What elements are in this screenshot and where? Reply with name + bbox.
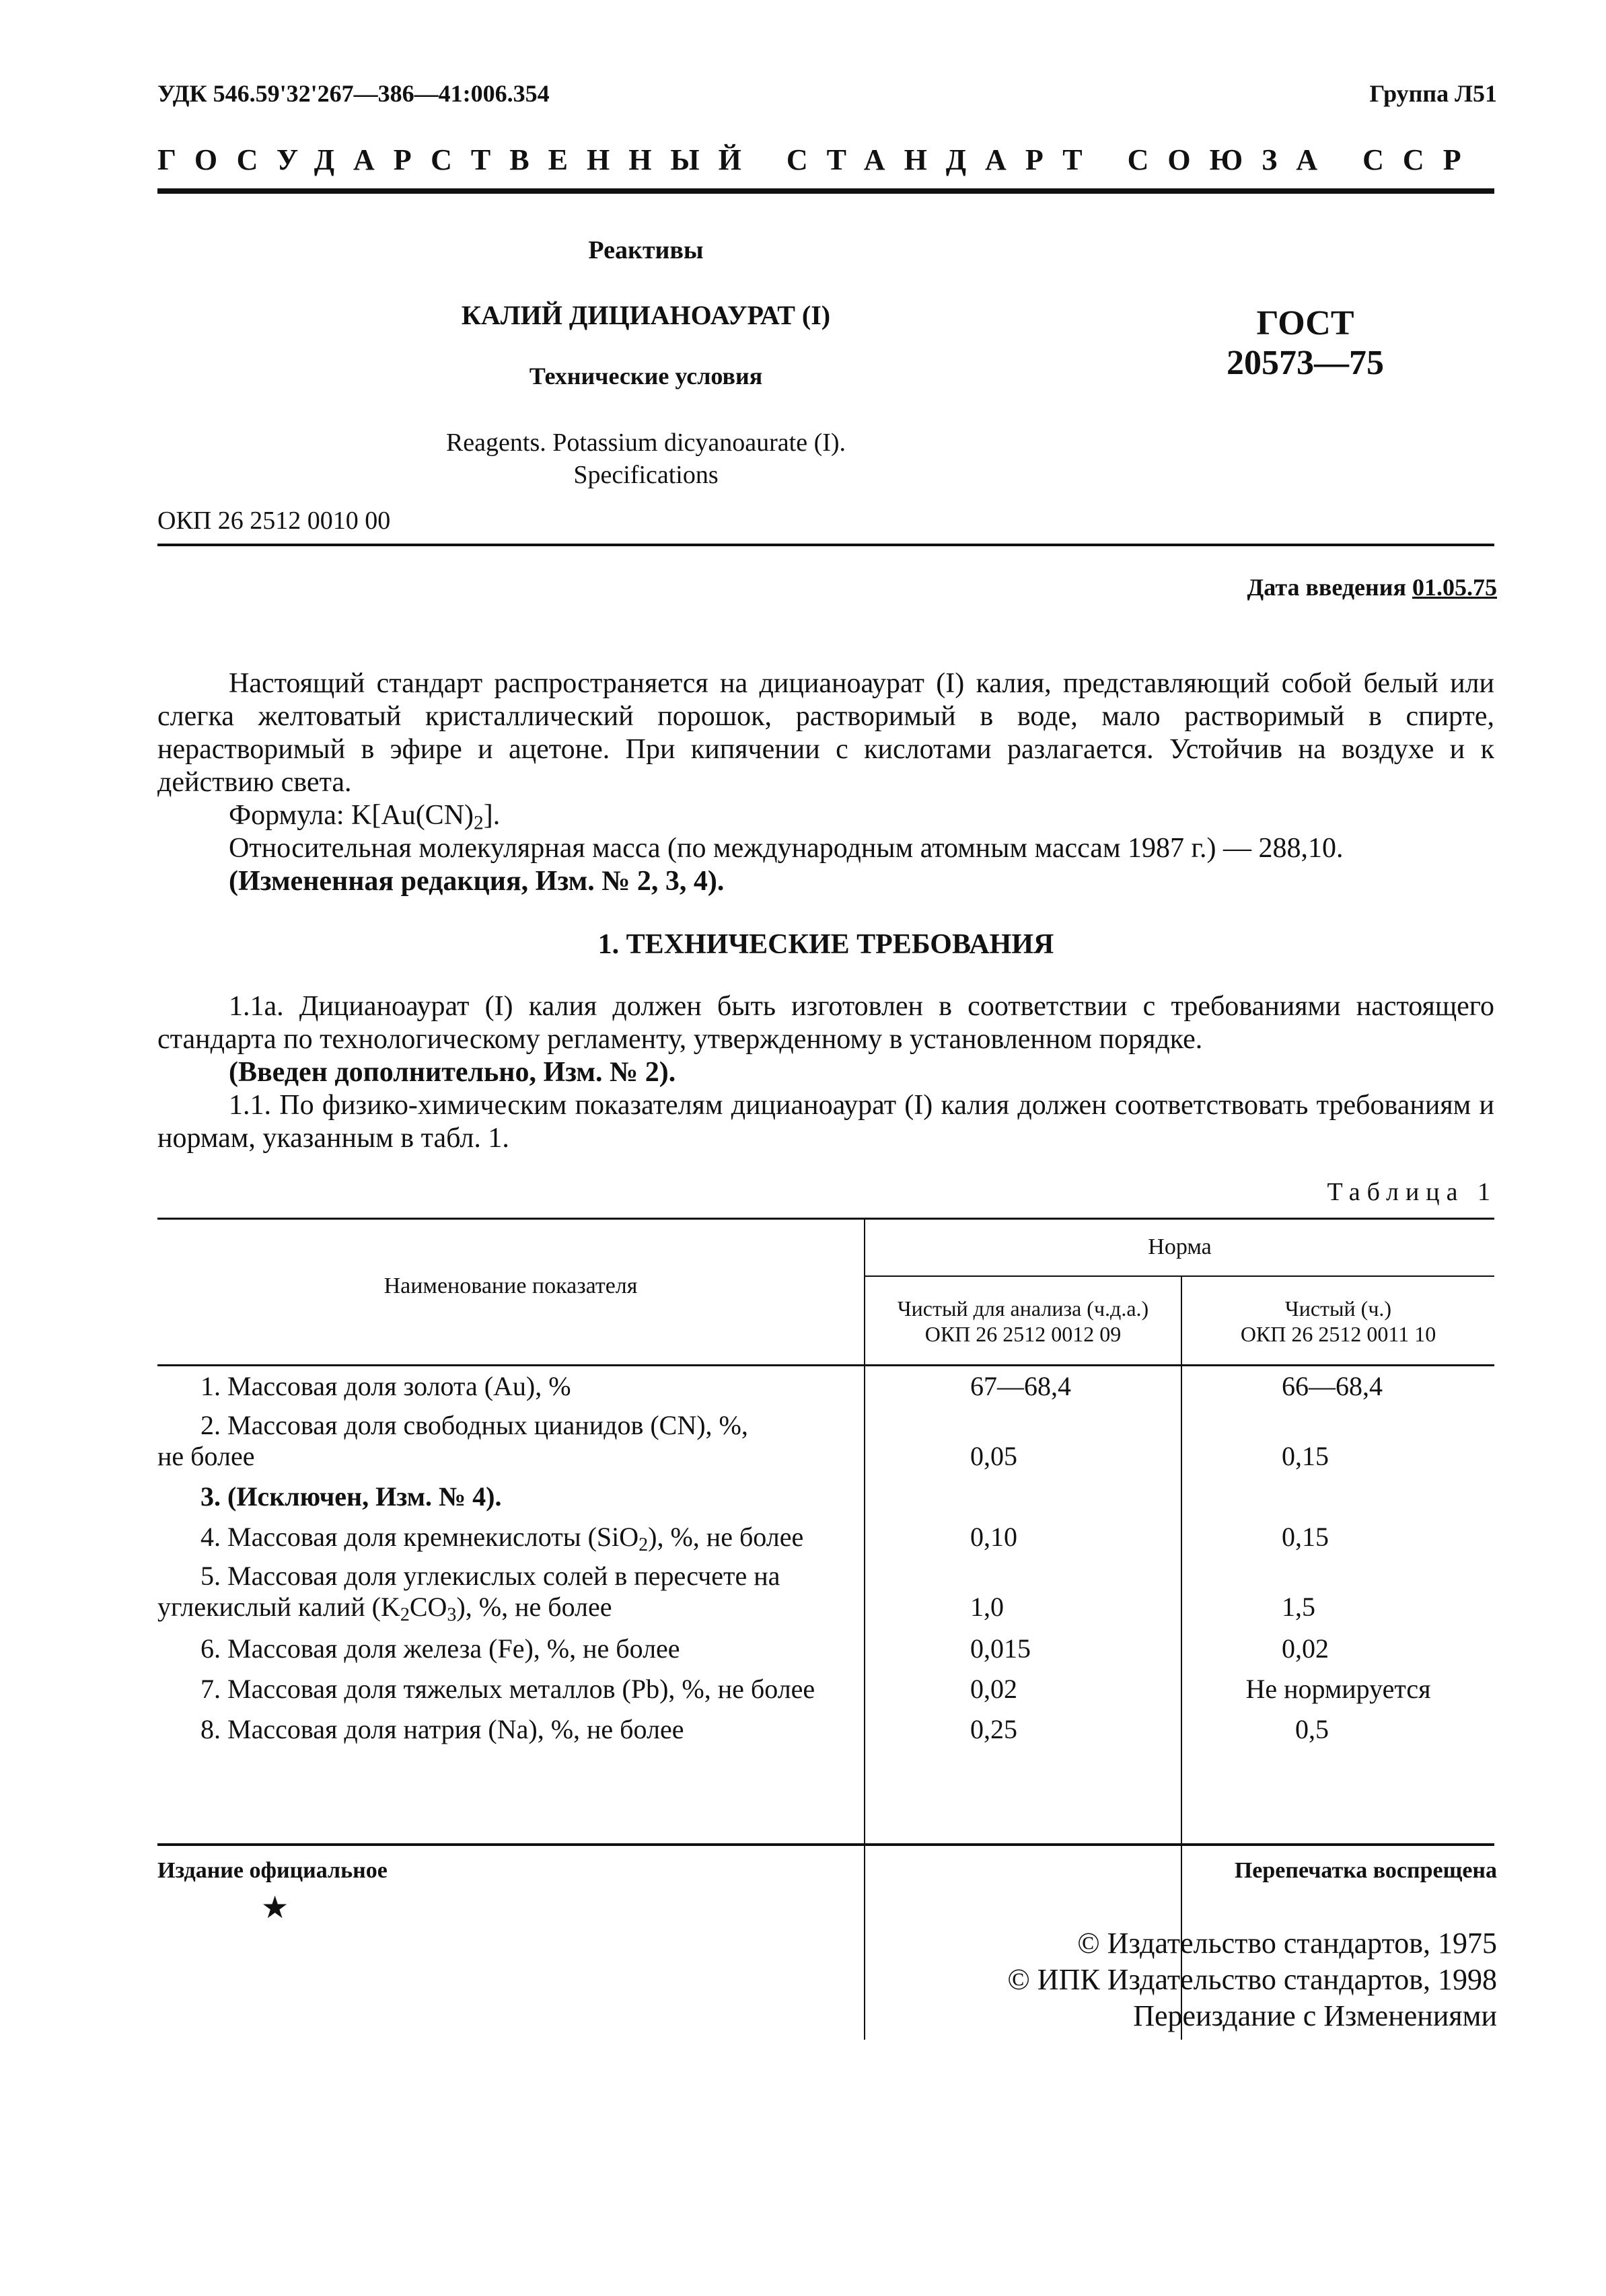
row-value-b: 1,5 bbox=[1282, 1592, 1315, 1622]
row-value-a: 67—68,4 bbox=[970, 1371, 1071, 1401]
row-value-b: Не нормируется bbox=[1245, 1674, 1431, 1704]
row-value-a: 0,10 bbox=[970, 1522, 1017, 1552]
col-header-b bbox=[1182, 1296, 1494, 1347]
formula-suffix: ]. bbox=[483, 800, 501, 831]
table-row: 5. Массовая доля углекислых солей в пересчете на углекислый калий $(K_2CO_3)$, %, не более bbox=[157, 1561, 780, 1625]
table-row: 3. (Исключен, Изм. № 4). bbox=[200, 1481, 502, 1512]
copyright-block bbox=[1007, 1925, 1497, 2034]
reissue-note: Переиздание с Изменениями bbox=[1133, 1999, 1497, 2032]
section1-body bbox=[157, 990, 1494, 1155]
col-header-name: Наименование показателя bbox=[384, 1273, 638, 1298]
intro-paragraph: Настоящий стандарт распространяется на дицианоаурат (I) калия, представляющий собой белый или слегка желтоватый кристаллический порошок, растворимый в воде, мало растворимый в спирте, нерастворимый в эфире и ацетоне. При кипячении с кислотами разлагается. Устойчив на воздухе и к действию света. bbox=[157, 668, 1494, 798]
formula-line bbox=[157, 799, 1494, 832]
official-edition: Издание официальное bbox=[157, 1858, 388, 1883]
col-header-b-okp: ОКП 26 2512 0011 10 bbox=[1240, 1322, 1436, 1346]
row-value-a: 0,05 bbox=[970, 1441, 1017, 1471]
row-value-a: 0,25 bbox=[970, 1714, 1017, 1744]
copyright-1998: © ИПК Издательство стандартов, 1998 bbox=[1007, 1963, 1497, 1996]
col-header-norm: Норма bbox=[1148, 1234, 1212, 1259]
clause-1-1a: 1.1а. Дицианоаурат (I) калия должен быть изготовлен в соответствии с требованиями настоящего стандарта по технологическому регламенту, утвержденному в установленном порядке. bbox=[157, 991, 1494, 1055]
table-top-rule bbox=[157, 1218, 1494, 1220]
intro-section bbox=[157, 667, 1494, 898]
row-value-b: 66—68,4 bbox=[1282, 1371, 1383, 1401]
group-code: Группа Л51 bbox=[1369, 80, 1497, 107]
table-header-rule bbox=[157, 1364, 1494, 1366]
footer-rule bbox=[157, 1843, 1494, 1846]
clause-1-1: 1.1. По физико-химическим показателям дицианоаурат (I) калия должен соответствовать требованиям и нормам, указанным в табл. 1. bbox=[157, 1090, 1494, 1154]
udk-code: УДК 546.59'32'267—386—41:006.354 bbox=[157, 80, 550, 107]
formula-prefix: Формула: K[Au(CN) bbox=[229, 800, 474, 831]
row-value-a: 0,02 bbox=[970, 1674, 1017, 1704]
english-subtitle: Specifications bbox=[573, 461, 719, 489]
table-caption: Таблица 1 bbox=[1327, 1178, 1497, 1206]
row-value-a: 1,0 bbox=[970, 1592, 1004, 1622]
table-row: 2. Массовая доля свободных цианидов (CN), %, не более bbox=[157, 1410, 748, 1471]
intro-amendment: (Измененная редакция, Изм. № 2, 3, 4). bbox=[229, 866, 725, 897]
date-label: Дата введения bbox=[1247, 574, 1406, 601]
section-heading: 1. ТЕХНИЧЕСКИЕ ТРЕБОВАНИЯ bbox=[597, 929, 1054, 960]
title-rule bbox=[157, 544, 1494, 546]
table-norm-rule bbox=[864, 1275, 1494, 1277]
introduction-date bbox=[1247, 573, 1498, 601]
table-row: 8. Массовая доля натрия (Na), %, не более bbox=[200, 1714, 684, 1744]
table-row: 6. Массовая доля железа (Fe), %, не более bbox=[200, 1633, 680, 1664]
row-value-b: 0,5 bbox=[1295, 1714, 1329, 1744]
english-title: Reagents. Potassium dicyanoaurate (I). bbox=[445, 429, 846, 457]
date-value: 01.05.75 bbox=[1412, 574, 1497, 601]
table-row: 1. Массовая доля золота (Au), % bbox=[200, 1371, 571, 1401]
formula-sub: 2 bbox=[474, 812, 484, 834]
okp-code: ОКП 26 2512 0010 00 bbox=[157, 507, 391, 535]
col-header-a-grade: Чистый для анализа (ч.д.а.) bbox=[897, 1296, 1149, 1321]
reprint-notice: Перепечатка воспрещена bbox=[1234, 1858, 1497, 1883]
star-icon: ★ bbox=[261, 1890, 289, 1925]
col-header-b-grade: Чистый (ч.) bbox=[1284, 1296, 1392, 1321]
banner-rule bbox=[157, 188, 1494, 194]
col-header-a bbox=[865, 1296, 1181, 1347]
clause-1-1a-amendment: (Введен дополнительно, Изм. № 2). bbox=[229, 1057, 676, 1088]
copyright-1975: © Издательство стандартов, 1975 bbox=[1077, 1927, 1497, 1960]
table-row: 4. Массовая доля кремнекислоты (SiO$_2$), %, не более bbox=[200, 1522, 804, 1555]
molecular-mass: Относительная молекулярная масса (по международным атомным массам 1987 г.) — 288,10. bbox=[229, 833, 1344, 864]
category-title: Реактивы bbox=[588, 236, 704, 264]
table-row: 7. Массовая доля тяжелых металлов (Pb), %, не более bbox=[200, 1674, 815, 1704]
row-value-a: 0,015 bbox=[970, 1633, 1031, 1664]
standard-banner: ГОСУДАРСТВЕННЫЙ СТАНДАРТ СОЮЗА ССР bbox=[157, 143, 1480, 176]
row-value-b: 0,15 bbox=[1282, 1522, 1329, 1552]
row-value-b: 0,15 bbox=[1282, 1441, 1329, 1471]
standard-name: КАЛИЙ ДИЦИАНОАУРАТ (I) bbox=[461, 300, 831, 330]
row-value-b: 0,02 bbox=[1282, 1633, 1329, 1664]
gost-number: 20573—75 bbox=[1227, 344, 1384, 382]
standard-subtitle: Технические условия bbox=[529, 363, 763, 390]
gost-label: ГОСТ bbox=[1256, 304, 1354, 342]
col-header-a-okp: ОКП 26 2512 0012 09 bbox=[924, 1322, 1122, 1346]
